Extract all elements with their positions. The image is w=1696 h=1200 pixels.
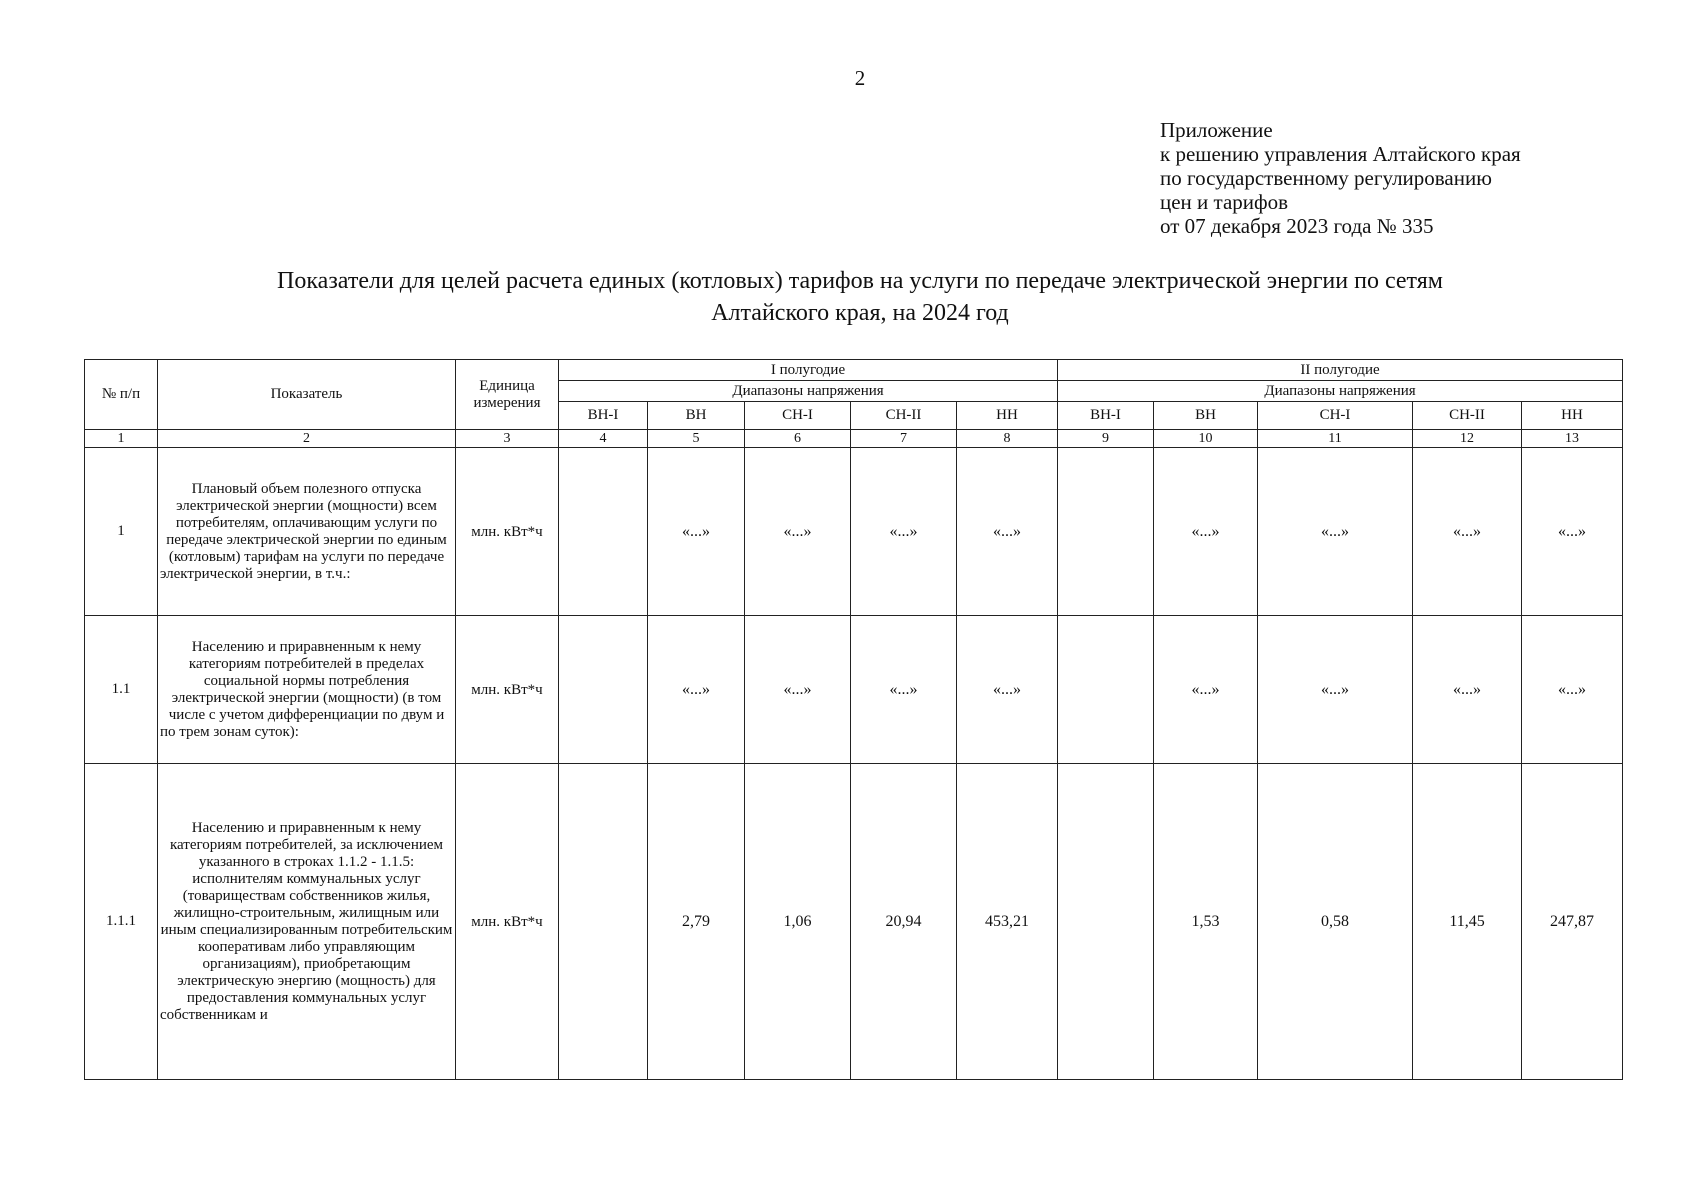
header-voltage-level: ВН-I [1058,402,1154,430]
row-value [559,764,648,1080]
column-number: 3 [456,430,559,448]
row-value: «...» [957,448,1058,616]
column-number: 13 [1522,430,1623,448]
header-voltage-level: ВН [1154,402,1258,430]
column-number-row [85,430,1623,448]
row-number: 1.1.1 [85,764,158,1080]
row-value: «...» [851,448,957,616]
header-num: № п/п [85,360,158,430]
header-indicator: Показатель [158,360,456,430]
row-value [1058,448,1154,616]
row-value: «...» [1522,448,1623,616]
row-unit: млн. кВт*ч [456,448,559,616]
column-number: 6 [745,430,851,448]
column-number: 5 [648,430,745,448]
row-unit: млн. кВт*ч [456,764,559,1080]
page-number: 2 [854,66,866,90]
row-value [559,616,648,764]
row-value [1058,764,1154,1080]
header-voltage-level: СН-II [1413,402,1522,430]
row-value: «...» [648,448,745,616]
column-number: 8 [957,430,1058,448]
row-value: 247,87 [1522,764,1623,1080]
column-number: 2 [158,430,456,448]
column-number: 11 [1258,430,1413,448]
column-number: 10 [1154,430,1258,448]
row-value: «...» [648,616,745,764]
header-voltage-level: НН [1522,402,1623,430]
column-number: 4 [559,430,648,448]
row-value: «...» [957,616,1058,764]
row-unit: млн. кВт*ч [456,616,559,764]
row-indicator: Плановый объем полезного отпуска электрической энергии (мощности) всем потребителям, оплачивающим услуги по передаче электрической энергии по единым (котловым) тарифам на услуги по передаче электрической энергии, в т.ч.: [158,448,456,616]
header-voltage-level: ВН-I [559,402,648,430]
row-indicator: Населению и приравненным к нему категориям потребителей, за исключением указанного в строках 1.1.2 - 1.1.5: исполнителям коммунальных услуг (товариществам собственников жилья, жилищно-строительным, жилищным или иным специализированным потребительским кооперативам либо управляющим организациям), приобретающим электрическую энергию (мощность) для предоставления коммунальных услуг собственникам и [158,764,456,1080]
row-value: 1,53 [1154,764,1258,1080]
header-half-2: II полугодие [1058,360,1623,381]
row-number: 1.1 [85,616,158,764]
header-voltage-level: ВН [648,402,745,430]
row-value: «...» [1522,616,1623,764]
header-voltage-level: СН-I [745,402,851,430]
appendix-block [1160,118,1521,238]
header-unit: Единица измерения [456,360,559,430]
row-value: 0,58 [1258,764,1413,1080]
table-row [85,764,1623,1080]
appendix-line: к решению управления Алтайского края [1160,142,1521,166]
row-value: 11,45 [1413,764,1522,1080]
row-value: «...» [1413,616,1522,764]
row-value: 2,79 [648,764,745,1080]
row-value: «...» [1154,616,1258,764]
row-value [559,448,648,616]
column-number: 9 [1058,430,1154,448]
row-value: 20,94 [851,764,957,1080]
row-value: «...» [1258,616,1413,764]
tariff-table [84,359,1623,1080]
row-number: 1 [85,448,158,616]
row-value [1058,616,1154,764]
row-value: «...» [1154,448,1258,616]
appendix-line: Приложение [1160,118,1273,142]
row-indicator: Населению и приравненным к нему категориям потребителей в пределах социальной нормы потребления электрической энергии (мощности) (в том числе с учетом дифференциации по двум и по трем зонам суток): [158,616,456,764]
document-title-line: Показатели для целей расчета единых (котловых) тарифов на услуги по передаче электрической энергии по сетям [277,268,1443,294]
row-value: «...» [1413,448,1522,616]
header-voltage-ranges: Диапазоны напряжения [1058,381,1623,402]
row-value: 1,06 [745,764,851,1080]
header-voltage-level: СН-I [1258,402,1413,430]
document-title-line: Алтайского края, на 2024 год [711,300,1009,326]
header-voltage-level: НН [957,402,1058,430]
appendix-line: от 07 декабря 2023 года № 335 [1160,214,1434,238]
column-number: 1 [85,430,158,448]
header-half-1: I полугодие [559,360,1058,381]
row-value: «...» [1258,448,1413,616]
appendix-line: по государственному регулированию [1160,166,1492,190]
table-row [85,616,1623,764]
row-value: «...» [745,616,851,764]
row-value: «...» [851,616,957,764]
column-number: 7 [851,430,957,448]
document-title [150,265,1570,329]
appendix-line: цен и тарифов [1160,190,1289,214]
header-voltage-ranges: Диапазоны напряжения [559,381,1058,402]
column-number: 12 [1413,430,1522,448]
row-value: «...» [745,448,851,616]
row-value: 453,21 [957,764,1058,1080]
header-voltage-level: СН-II [851,402,957,430]
table-row [85,448,1623,616]
